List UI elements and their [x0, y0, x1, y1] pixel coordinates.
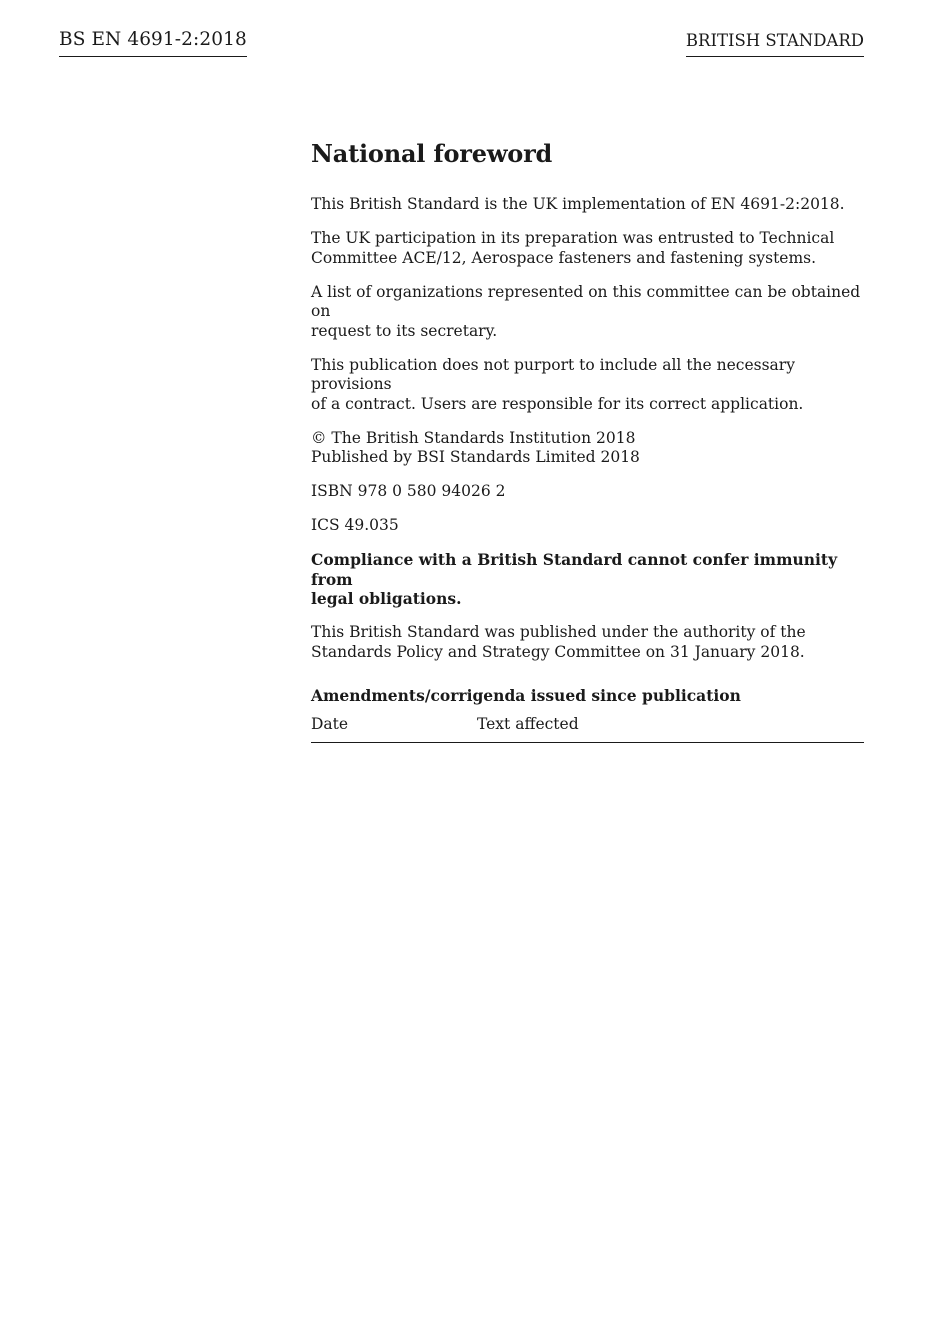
amendments-title: Amendments/corrigenda issued since publication	[311, 686, 741, 706]
organizations-paragraph	[311, 283, 864, 342]
compliance-paragraph	[311, 550, 864, 609]
text-affected-column-header: Text affected	[477, 714, 864, 743]
text-line: of a contract. Users are responsible for its correct application.	[311, 394, 804, 413]
participation-paragraph	[311, 229, 864, 268]
text-line: This British Standard was published under the authority of the	[311, 623, 806, 642]
provisions-paragraph	[311, 356, 864, 415]
ics-paragraph	[311, 516, 864, 536]
document-category: BRITISH STANDARD	[686, 31, 864, 57]
isbn-paragraph	[311, 482, 864, 502]
page-title: National foreword	[311, 139, 553, 168]
text-line: This British Standard is the UK implementation of EN 4691-2:2018.	[311, 195, 845, 214]
copyright-paragraph	[311, 429, 864, 468]
text-line: Published by BSI Standards Limited 2018	[311, 448, 640, 467]
text-line: legal obligations.	[311, 589, 462, 609]
amendments-table	[311, 714, 864, 743]
text-line: Committee ACE/12, Aerospace fasteners and fastening systems.	[311, 248, 817, 267]
date-column-header: Date	[311, 714, 477, 743]
document-number: BS EN 4691-2:2018	[59, 29, 247, 57]
table-header-row	[311, 714, 864, 743]
text-line: ICS 49.035	[311, 516, 399, 535]
text-line: The UK participation in its preparation was entrusted to Technical	[311, 229, 835, 248]
authority-paragraph	[311, 623, 864, 662]
foreword-section	[311, 138, 864, 743]
text-line: Standards Policy and Strategy Committee on 31 January 2018.	[311, 642, 805, 661]
text-line: Compliance with a British Standard cannot confer immunity from	[311, 550, 838, 589]
implementation-paragraph	[311, 195, 864, 215]
text-line: request to its secretary.	[311, 321, 498, 340]
text-line: A list of organizations represented on this committee can be obtained on	[311, 282, 861, 321]
text-line: ISBN 978 0 580 94026 2	[311, 482, 506, 501]
text-line: This publication does not purport to include all the necessary provisions	[311, 355, 795, 394]
text-line: © The British Standards Institution 2018	[311, 428, 636, 447]
